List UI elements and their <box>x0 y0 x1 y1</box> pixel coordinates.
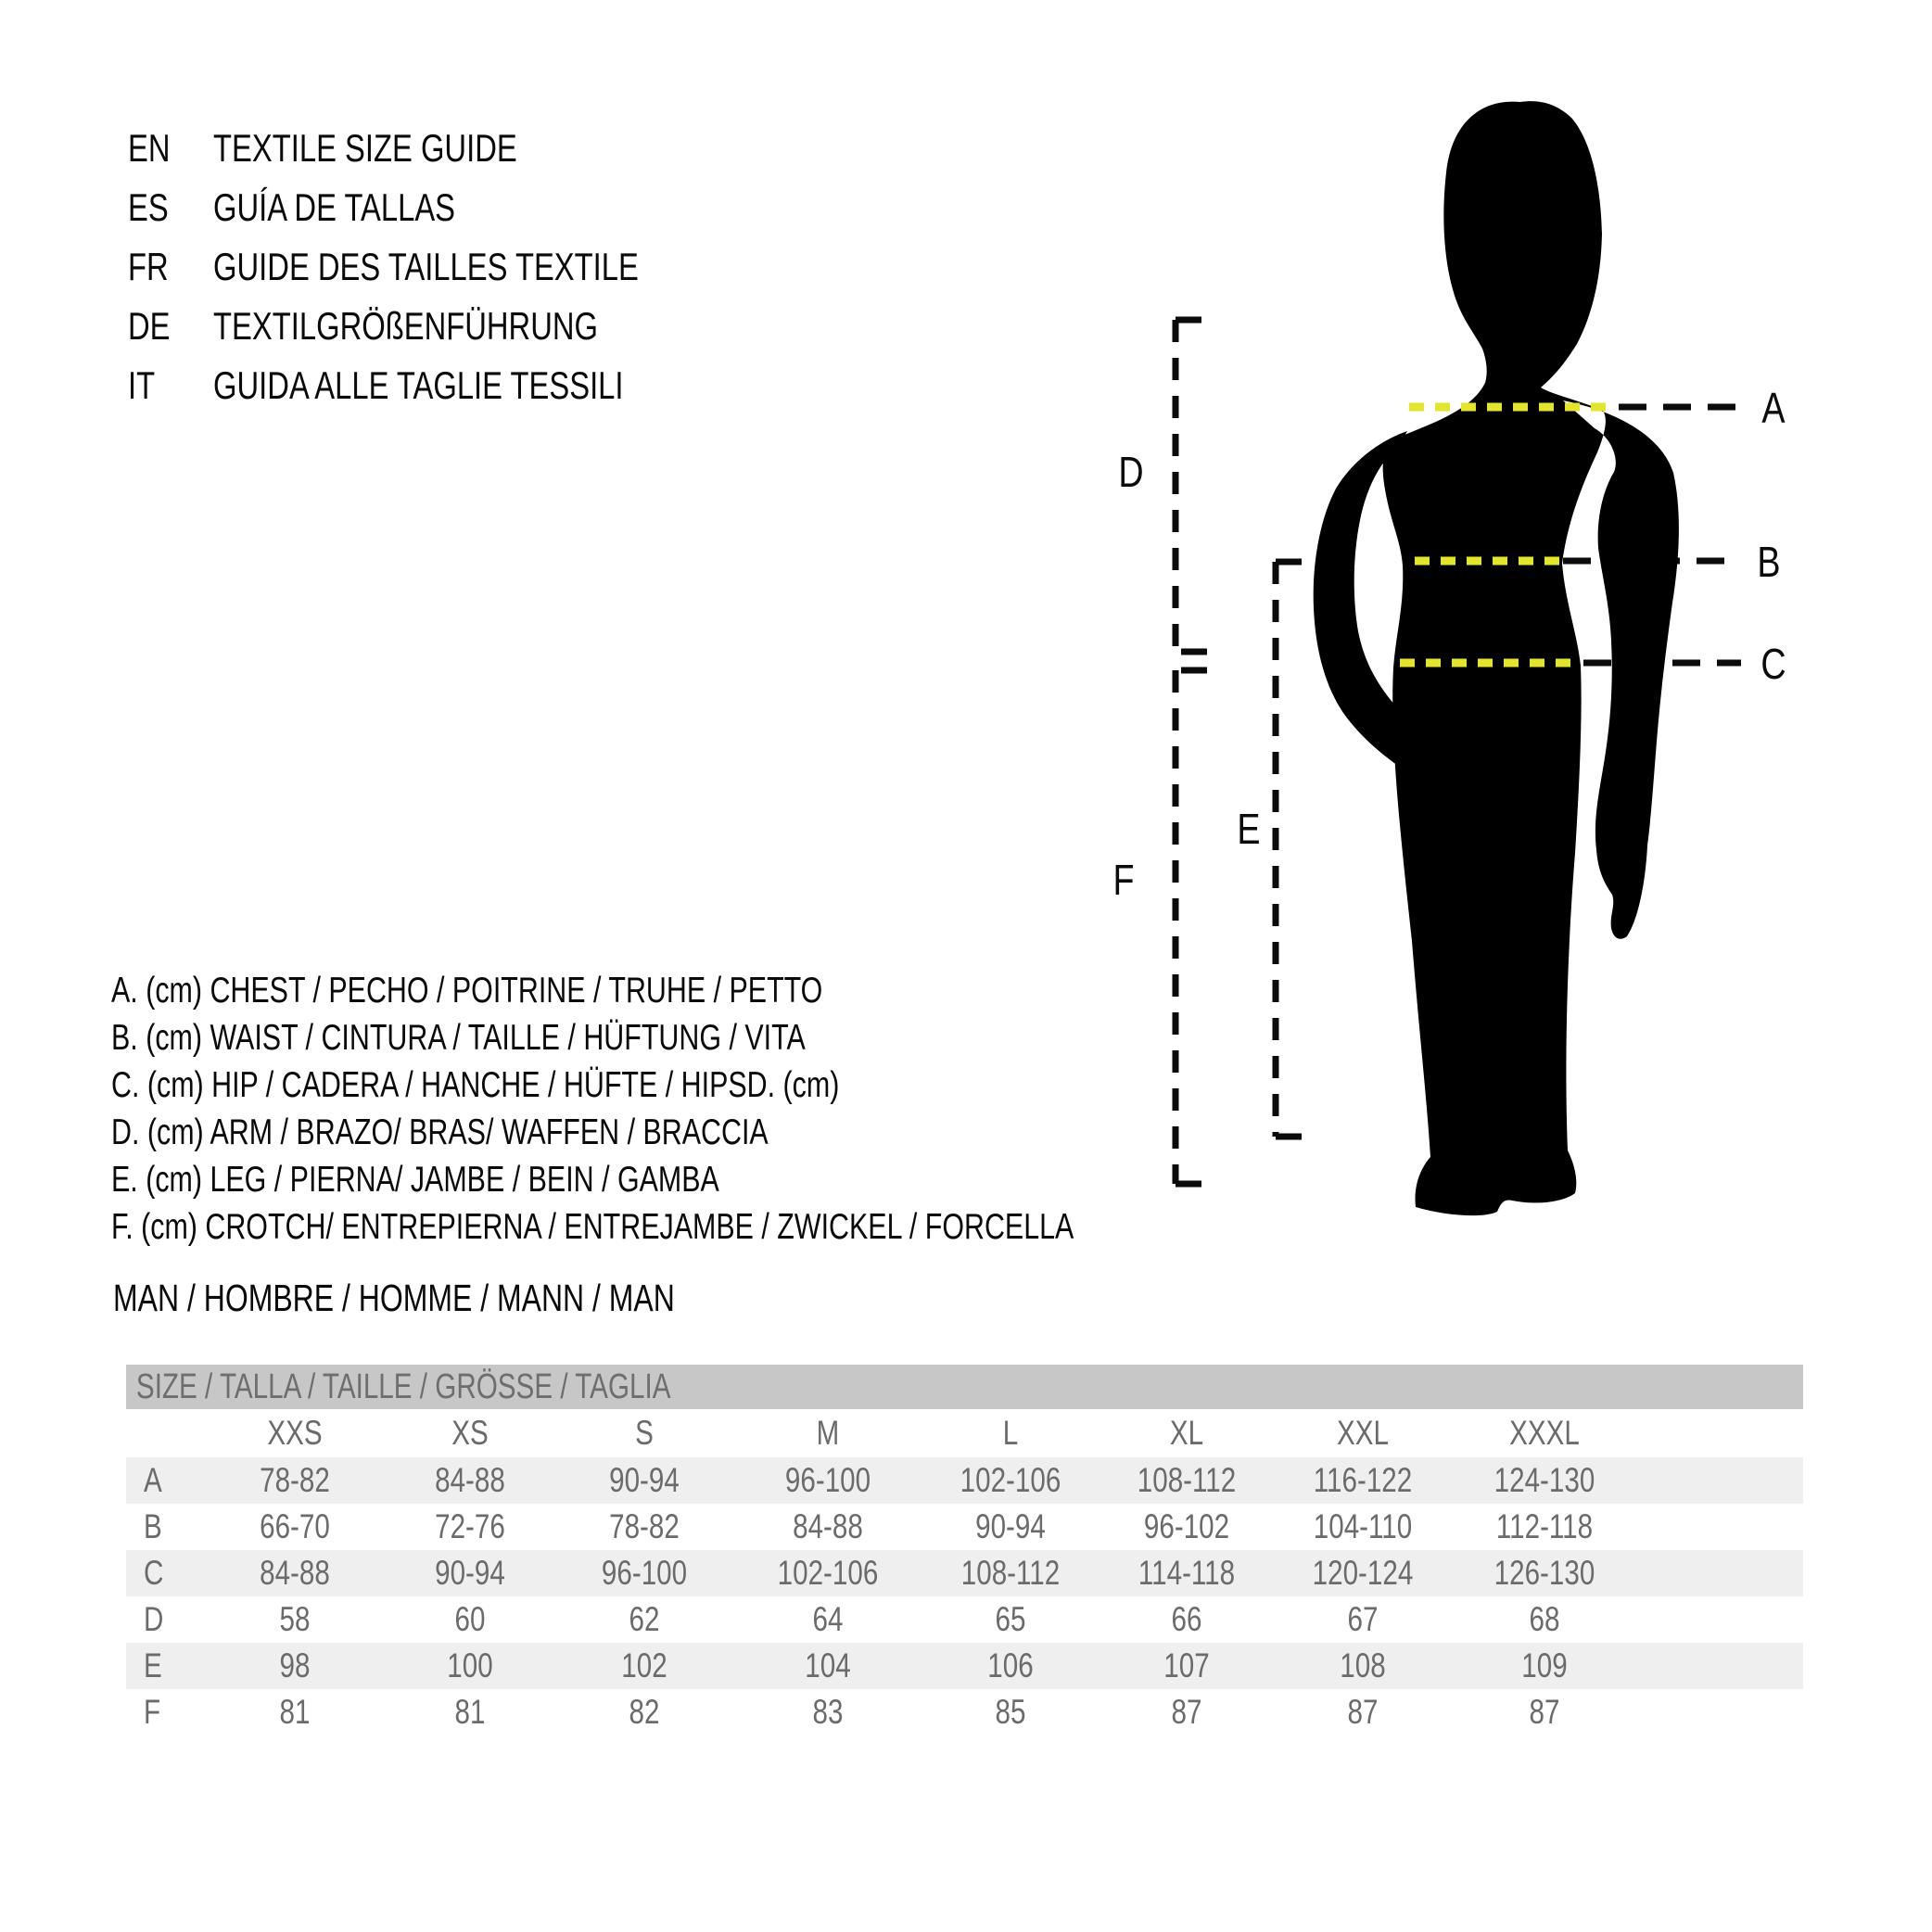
measure-label-e: E <box>1237 805 1261 853</box>
table-row-d <box>126 1596 1803 1643</box>
cell-e-xxl: 108 <box>1340 1646 1386 1684</box>
measure-label-f: F <box>1112 856 1135 904</box>
legend-line-c: C. (cm) HIP / CADERA / HANCHE / HÜFTE / HIPSD. (cm) <box>111 1065 840 1105</box>
cell-c-xxl: 120-124 <box>1312 1554 1414 1592</box>
row-label-e: E <box>144 1646 162 1684</box>
cell-f-xs: 81 <box>454 1693 486 1731</box>
cell-d-l: 65 <box>995 1600 1026 1638</box>
cell-e-l: 106 <box>987 1646 1034 1684</box>
col-header-xs: XS <box>451 1414 489 1452</box>
cell-b-m: 84-88 <box>793 1507 863 1545</box>
measurement-legend <box>111 967 1345 1251</box>
cell-d-xxxl: 68 <box>1529 1600 1560 1638</box>
cell-f-s: 82 <box>629 1693 660 1731</box>
cell-b-s: 78-82 <box>609 1507 680 1545</box>
col-header-s: S <box>635 1414 654 1452</box>
size-columns-row <box>126 1409 1803 1457</box>
cell-c-xs: 90-94 <box>435 1554 505 1592</box>
legend-line-e: E. (cm) LEG / PIERNA/ JAMBE / BEIN / GAMBA <box>111 1160 719 1200</box>
cell-a-m: 96-100 <box>784 1461 871 1499</box>
col-header-m: M <box>816 1414 840 1452</box>
cell-a-xxl: 116-122 <box>1313 1461 1413 1499</box>
cell-e-xxs: 98 <box>279 1646 311 1684</box>
cell-f-xxl: 87 <box>1347 1693 1379 1731</box>
row-label-c: C <box>144 1554 164 1592</box>
title-es: GUÍA DE TALLAS <box>213 185 456 229</box>
size-table-header-bar <box>126 1365 1803 1409</box>
man-silhouette-icon <box>1314 101 1679 1215</box>
cell-b-xxxl: 112-118 <box>1495 1507 1594 1545</box>
table-row-f <box>126 1689 1803 1735</box>
cell-b-l: 90-94 <box>975 1507 1046 1545</box>
cell-d-xxl: 67 <box>1347 1600 1379 1638</box>
cell-b-xxl: 104-110 <box>1313 1507 1413 1545</box>
col-header-l: L <box>1002 1414 1019 1452</box>
cell-e-s: 102 <box>621 1646 667 1684</box>
cell-f-l: 85 <box>995 1693 1026 1731</box>
title-de: TEXTILGRÖßENFÜHRUNG <box>213 304 599 348</box>
row-label-f: F <box>144 1693 161 1731</box>
lang-code-en: EN <box>128 126 171 170</box>
row-label-a: A <box>144 1461 162 1499</box>
table-row-b <box>126 1504 1803 1550</box>
lang-code-fr: FR <box>128 245 169 288</box>
cell-c-s: 96-100 <box>601 1554 688 1592</box>
cell-f-xxxl: 87 <box>1529 1693 1560 1731</box>
legend-line-f: F. (cm) CROTCH/ ENTREPIERNA / ENTREJAMBE / ZWICKEL / FORCELLA <box>111 1207 1074 1247</box>
lang-code-it: IT <box>128 363 156 407</box>
title-en: TEXTILE SIZE GUIDE <box>213 126 517 170</box>
cell-e-xl: 107 <box>1163 1646 1210 1684</box>
cell-f-xxs: 81 <box>279 1693 311 1731</box>
col-header-xxxl: XXXL <box>1509 1414 1580 1452</box>
legend-line-b: B. (cm) WAIST / CINTURA / TAILLE / HÜFTUNG / VITA <box>111 1018 806 1058</box>
cell-c-l: 108-112 <box>960 1554 1061 1592</box>
title-fr: GUIDE DES TAILLES TEXTILE <box>213 245 639 288</box>
cell-e-xs: 100 <box>447 1646 493 1684</box>
cell-c-xxs: 84-88 <box>260 1554 330 1592</box>
cell-a-xs: 84-88 <box>435 1461 505 1499</box>
col-header-xl: XL <box>1169 1414 1204 1452</box>
legend-line-d: D. (cm) ARM / BRAZO/ BRAS/ WAFFEN / BRACCIA <box>111 1112 769 1152</box>
col-header-xxl: XXL <box>1337 1414 1389 1452</box>
table-row-a <box>126 1457 1803 1504</box>
cell-a-xxs: 78-82 <box>260 1461 330 1499</box>
lang-code-es: ES <box>128 185 169 229</box>
table-row-c <box>126 1550 1803 1596</box>
cell-a-s: 90-94 <box>609 1461 680 1499</box>
col-header-xxs: XXS <box>267 1414 323 1452</box>
cell-c-xxxl: 126-130 <box>1493 1554 1595 1592</box>
measure-label-c: C <box>1760 640 1786 688</box>
row-label-b: B <box>144 1507 162 1545</box>
cell-f-xl: 87 <box>1171 1693 1202 1731</box>
cell-f-m: 83 <box>812 1693 844 1731</box>
measure-label-b: B <box>1757 538 1781 586</box>
cell-e-xxxl: 109 <box>1521 1646 1568 1684</box>
lang-code-de: DE <box>128 304 171 348</box>
cell-c-m: 102-106 <box>777 1554 879 1592</box>
cell-a-l: 102-106 <box>960 1461 1061 1499</box>
cell-b-xl: 96-102 <box>1143 1507 1230 1545</box>
size-table-title: SIZE / TALLA / TAILLE / GRÖSSE / TAGLIA <box>135 1367 671 1406</box>
legend-line-a: A. (cm) CHEST / PECHO / POITRINE / TRUHE / PETTO <box>111 971 823 1010</box>
measure-label-a: A <box>1761 384 1786 432</box>
cell-d-xs: 60 <box>454 1600 486 1638</box>
cell-a-xxxl: 124-130 <box>1493 1461 1595 1499</box>
cell-d-xl: 66 <box>1171 1600 1202 1638</box>
cell-e-m: 104 <box>805 1646 851 1684</box>
cell-a-xl: 108-112 <box>1137 1461 1237 1499</box>
category-line: MAN / HOMBRE / HOMME / MANN / MAN <box>113 1277 675 1319</box>
cell-d-s: 62 <box>629 1600 660 1638</box>
cell-b-xs: 72-76 <box>435 1507 505 1545</box>
row-label-d: D <box>144 1600 164 1638</box>
cell-c-xl: 114-118 <box>1138 1554 1236 1592</box>
cell-b-xxs: 66-70 <box>260 1507 330 1545</box>
title-it: GUIDA ALLE TAGLIE TESSILI <box>213 363 624 407</box>
measure-label-d: D <box>1118 448 1144 496</box>
cell-d-xxs: 58 <box>279 1600 311 1638</box>
cell-d-m: 64 <box>812 1600 844 1638</box>
table-row-e <box>126 1643 1803 1689</box>
